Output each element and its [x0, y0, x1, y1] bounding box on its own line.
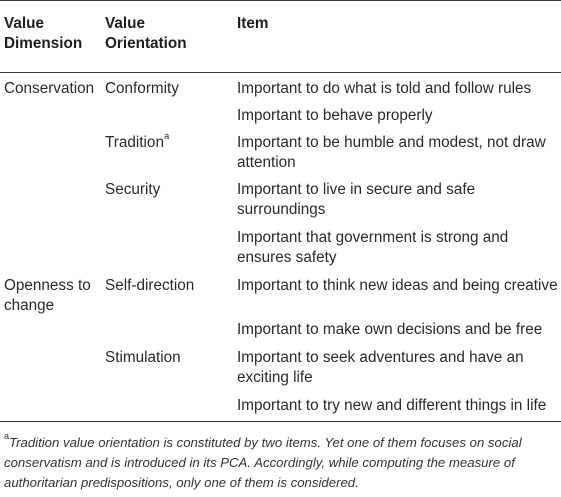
- footnote-text: Tradition value orientation is constituted by two items. Yet one of them focuses on social: [9, 435, 522, 450]
- orientation-label: Tradition: [105, 134, 164, 151]
- cell-item: Important to try new and different things in life: [237, 397, 547, 414]
- cell-item-line-1: Important that government is strong and: [237, 229, 509, 246]
- cell-orientation-stimulation: Stimulation: [105, 349, 181, 366]
- header-value-orientation-line-1: Value: [105, 15, 145, 32]
- cell-item-line-1: Important to seek adventures and have an: [237, 349, 524, 366]
- cell-orientation-tradition: [105, 130, 170, 153]
- header-value-dimension-line-1: Value: [4, 15, 44, 32]
- cell-item: Important to make own decisions and be free: [237, 321, 543, 338]
- cell-dimension-line-1: Openness to: [4, 277, 91, 294]
- cell-dimension-conservation: Conservation: [4, 80, 95, 97]
- table-header-rule: [0, 72, 561, 73]
- table-top-rule: [0, 0, 561, 1]
- cell-item: [237, 228, 508, 268]
- cell-item-line-2: surroundings: [237, 201, 326, 218]
- header-value-orientation-line-2: Orientation: [105, 35, 187, 52]
- cell-item-line-1: Important to be humble and modest, not draw: [237, 134, 546, 151]
- cell-item: [237, 348, 524, 388]
- cell-dimension-line-2: change: [4, 297, 55, 314]
- cell-item: Important to do what is told and follow rules: [237, 80, 532, 97]
- header-value-orientation: [105, 14, 187, 54]
- cell-item-line-2: ensures safety: [237, 249, 337, 266]
- header-value-dimension: [4, 14, 82, 54]
- cell-orientation-security: Security: [105, 181, 161, 198]
- cell-item: [237, 133, 546, 173]
- table-footnote: [4, 430, 557, 493]
- footnote-line-2: conservatism and is introduced in its PCA. Accordingly, while computing the measure of: [4, 455, 515, 470]
- cell-orientation-conformity: Conformity: [105, 80, 179, 97]
- footnote-line-3: authoritarian predispositions, only one of them is considered.: [4, 475, 359, 490]
- cell-item-line-2: attention: [237, 154, 296, 171]
- cell-item: Important to behave properly: [237, 107, 433, 124]
- cell-dimension-openness: [4, 276, 91, 316]
- cell-orientation-self-direction: Self-direction: [105, 277, 195, 294]
- cell-item-line-2: exciting life: [237, 369, 313, 386]
- header-value-dimension-line-2: Dimension: [4, 35, 83, 52]
- footnote-line-1: [4, 430, 557, 453]
- cell-item: [237, 180, 475, 220]
- table-bottom-rule: [0, 421, 561, 422]
- header-item: Item: [237, 15, 269, 32]
- footnote-marker: a: [163, 130, 170, 142]
- footnote-marker: a: [4, 430, 10, 441]
- cell-item: Important to think new ideas and being creative: [237, 277, 558, 294]
- cell-item-line-1: Important to live in secure and safe: [237, 181, 476, 198]
